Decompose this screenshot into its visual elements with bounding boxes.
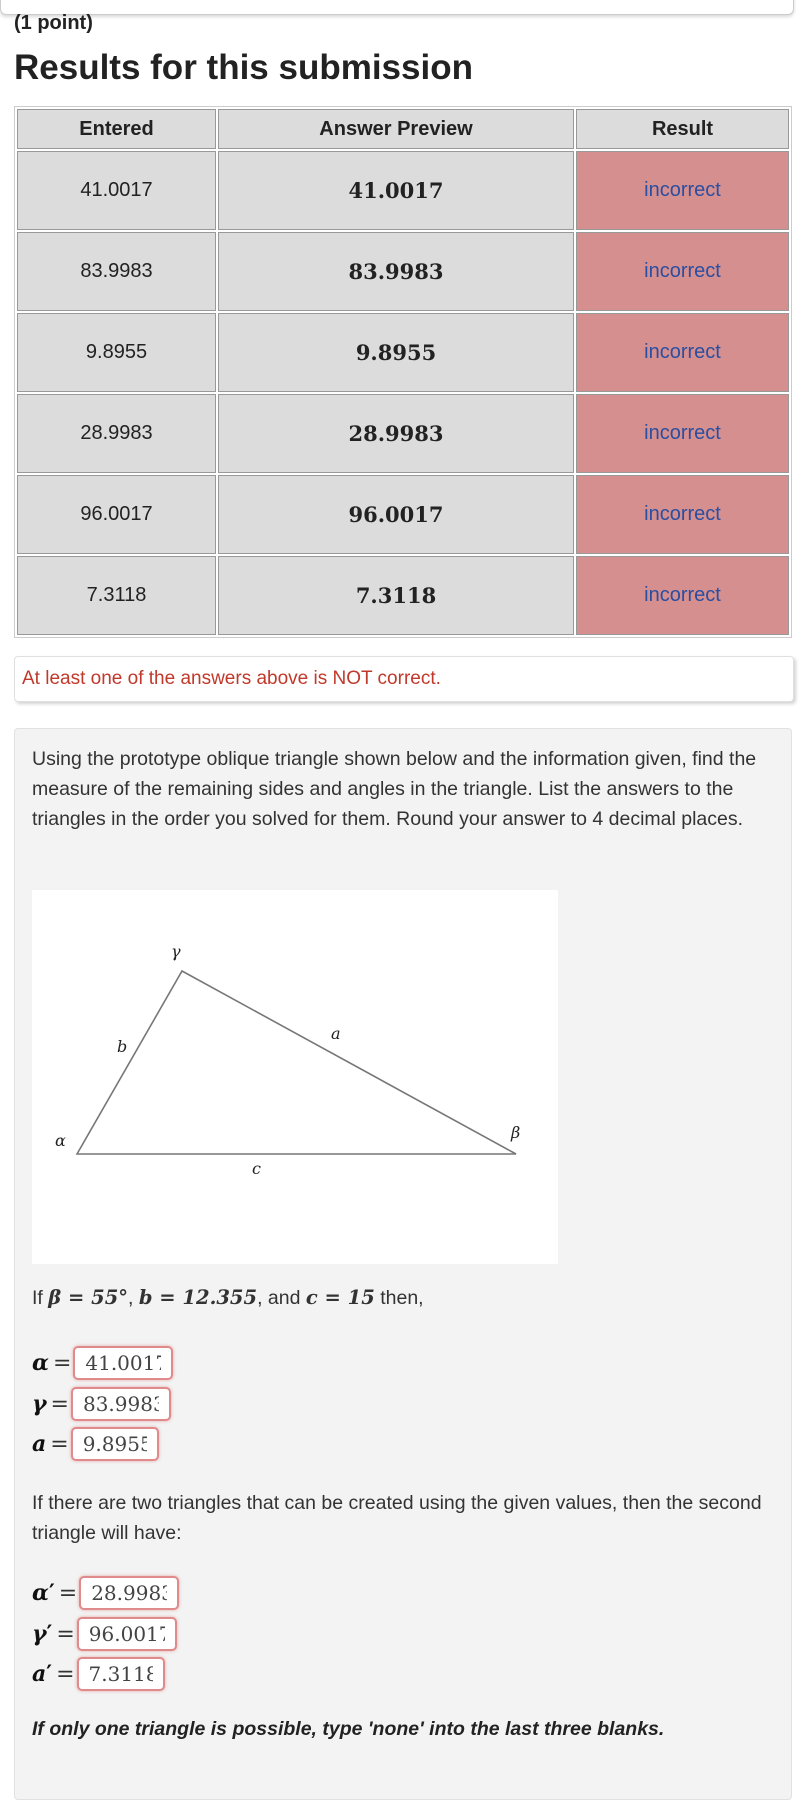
beta-label: β bbox=[511, 1123, 521, 1142]
answer-preview-cell: 28.9983 bbox=[218, 394, 574, 473]
column-header-result: Result bbox=[576, 109, 789, 149]
table-row bbox=[17, 475, 789, 554]
result-cell: incorrect bbox=[576, 232, 789, 311]
equals-sign: = bbox=[50, 1431, 69, 1457]
answer-preview-cell: 9.8955 bbox=[218, 313, 574, 392]
column-header-answer-preview: Answer Preview bbox=[218, 109, 574, 149]
page-title: Results for this submission bbox=[14, 48, 473, 87]
answer-preview-cell: 7.3118 bbox=[218, 556, 574, 635]
equals-sign: = bbox=[56, 1621, 75, 1647]
a-prime-input[interactable] bbox=[77, 1657, 165, 1691]
point-value: (1 point) bbox=[14, 12, 93, 34]
top-navigation-bar bbox=[0, 0, 794, 15]
entered-cell: 28.9983 bbox=[17, 394, 216, 473]
answer-row-gamma bbox=[32, 1385, 171, 1423]
answer-label: a bbox=[32, 1431, 47, 1457]
triangle-diagram bbox=[32, 890, 558, 1264]
table-row bbox=[17, 556, 789, 635]
entered-cell: 9.8955 bbox=[17, 313, 216, 392]
table-row bbox=[17, 313, 789, 392]
answer-preview-cell: 83.9983 bbox=[218, 232, 574, 311]
given-c: c = 15 bbox=[305, 1286, 375, 1309]
gamma-prime-input[interactable] bbox=[77, 1617, 177, 1651]
result-cell: incorrect bbox=[576, 394, 789, 473]
given-beta: β = 55° bbox=[48, 1286, 129, 1309]
answer-label: a′ bbox=[32, 1661, 53, 1687]
result-cell: incorrect bbox=[576, 151, 789, 230]
answer-preview-cell: 96.0017 bbox=[218, 475, 574, 554]
equals-sign: = bbox=[58, 1580, 78, 1606]
given-suffix: then, bbox=[380, 1287, 424, 1309]
result-cell: incorrect bbox=[576, 556, 789, 635]
given-and: , and bbox=[257, 1287, 301, 1309]
table-row bbox=[17, 151, 789, 230]
answer-row-alpha-prime bbox=[32, 1574, 179, 1612]
side-b-label: b bbox=[117, 1037, 128, 1056]
answer-row-a bbox=[32, 1425, 159, 1463]
side-c-label: c bbox=[252, 1159, 261, 1178]
table-row bbox=[17, 232, 789, 311]
table-row bbox=[17, 394, 789, 473]
problem-instructions: Using the prototype oblique triangle shown below and the information given, find the measure of the remaining sides and angles in the triangle. List the answers to the triangles in the order you solved for them. Round your answer to 4 decimal places. bbox=[32, 748, 757, 830]
second-triangle-instructions: If there are two triangles that can be created using the given values, then the second triangle will have: bbox=[32, 1492, 762, 1544]
instruction-note: If only one triangle is possible, type 'none' into the last three blanks. bbox=[32, 1718, 665, 1740]
results-header-row bbox=[17, 109, 789, 149]
given-b: b = 12.355 bbox=[138, 1286, 258, 1309]
alpha-input[interactable] bbox=[73, 1346, 173, 1380]
entered-cell: 96.0017 bbox=[17, 475, 216, 554]
answer-label: α bbox=[32, 1350, 49, 1376]
given-comma: , bbox=[128, 1287, 134, 1309]
alpha-prime-input[interactable] bbox=[79, 1576, 179, 1610]
triangle-figure bbox=[32, 890, 558, 1264]
entered-cell: 7.3118 bbox=[17, 556, 216, 635]
answer-row-gamma-prime bbox=[32, 1615, 177, 1653]
gamma-input[interactable] bbox=[71, 1387, 171, 1421]
answer-row-alpha bbox=[32, 1344, 173, 1382]
answer-label: γ′ bbox=[32, 1621, 53, 1647]
result-cell: incorrect bbox=[576, 313, 789, 392]
entered-cell: 83.9983 bbox=[17, 232, 216, 311]
side-a-label: a bbox=[331, 1024, 341, 1043]
column-header-entered: Entered bbox=[17, 109, 216, 149]
equals-sign: = bbox=[56, 1661, 75, 1687]
equals-sign: = bbox=[50, 1391, 69, 1417]
answer-row-a-prime bbox=[32, 1655, 165, 1693]
triangle-shape bbox=[77, 971, 516, 1154]
given-prefix: If bbox=[32, 1287, 43, 1309]
a-input[interactable] bbox=[71, 1427, 159, 1461]
given-values bbox=[32, 1286, 424, 1310]
feedback-alert bbox=[14, 656, 794, 702]
answer-label: γ bbox=[32, 1391, 47, 1417]
answer-label: α′ bbox=[32, 1580, 55, 1606]
results-table bbox=[14, 106, 792, 638]
gamma-label: γ bbox=[171, 942, 181, 961]
result-cell: incorrect bbox=[576, 475, 789, 554]
equals-sign: = bbox=[52, 1350, 72, 1376]
answer-preview-cell: 41.0017 bbox=[218, 151, 574, 230]
feedback-alert-text: At least one of the answers above is NOT correct. bbox=[22, 668, 441, 689]
entered-cell: 41.0017 bbox=[17, 151, 216, 230]
alpha-label: α bbox=[55, 1131, 66, 1150]
